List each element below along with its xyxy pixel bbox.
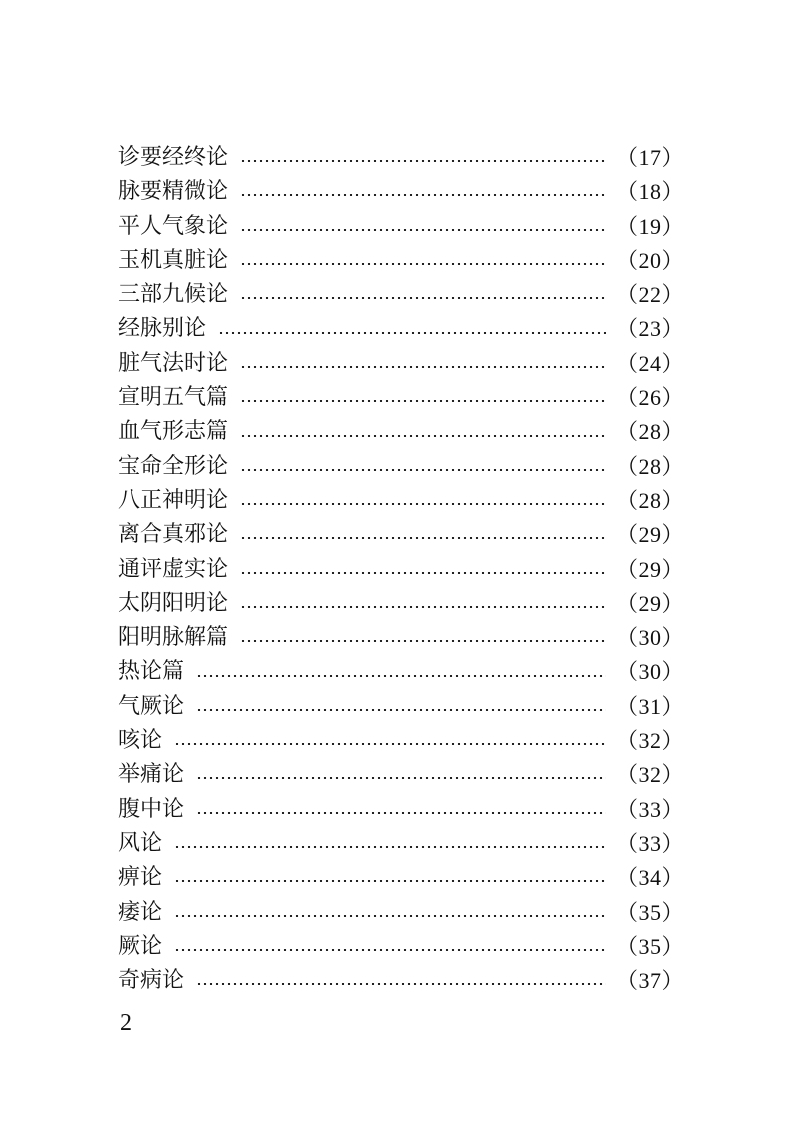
toc-entry-page: （28） (615, 487, 684, 513)
toc-entry-title: 经脉别论 (118, 316, 207, 342)
dot-leader (218, 332, 606, 334)
toc-entry (118, 964, 684, 998)
toc-entry-page: （26） (615, 385, 684, 411)
toc-entry-title: 腹中论 (118, 796, 185, 822)
toc-entry-page: （30） (615, 659, 684, 685)
dot-leader (174, 949, 606, 951)
dot-leader (240, 503, 606, 505)
toc-entry-title: 痹论 (118, 865, 163, 891)
toc-entry (118, 930, 684, 964)
toc-entry (118, 141, 684, 175)
toc-entry-page: （32） (615, 728, 684, 754)
toc-entry-title: 平人气象论 (118, 213, 229, 239)
toc-entry (118, 621, 684, 655)
toc-entry-title: 阳明脉解篇 (118, 625, 229, 651)
toc-entry-page: （37） (615, 968, 684, 994)
toc-entry-title: 风论 (118, 830, 163, 856)
toc-entry (118, 450, 684, 484)
toc-entry-title: 痿论 (118, 899, 163, 925)
toc-entry-title: 宝命全形论 (118, 453, 229, 479)
dot-leader (240, 263, 606, 265)
toc-entry-page: （30） (615, 625, 684, 651)
toc-entry (118, 793, 684, 827)
toc-entry-page: （24） (615, 350, 684, 376)
toc-entry (118, 278, 684, 312)
toc-entry-page: （29） (615, 590, 684, 616)
toc-entry (118, 210, 684, 244)
toc-entry (118, 758, 684, 792)
toc-entry-title: 通评虚实论 (118, 556, 229, 582)
toc-entry (118, 553, 684, 587)
dot-leader (240, 435, 606, 437)
toc-entry (118, 347, 684, 381)
toc-entry-page: （33） (615, 830, 684, 856)
toc-entry-page: （29） (615, 522, 684, 548)
toc-entry-page: （33） (615, 796, 684, 822)
toc-entry-title: 脏气法时论 (118, 350, 229, 376)
toc-entry-title: 玉机真脏论 (118, 247, 229, 273)
toc-entry-title: 咳论 (118, 728, 163, 754)
toc-entry-page: （19） (615, 213, 684, 239)
toc-entry-page: （29） (615, 556, 684, 582)
dot-leader (240, 400, 606, 402)
toc-entry-title: 厥论 (118, 933, 163, 959)
toc-entry (118, 861, 684, 895)
toc-entry-page: （28） (615, 453, 684, 479)
toc-entry (118, 312, 684, 346)
dot-leader (196, 709, 606, 711)
toc-entry-page: （20） (615, 247, 684, 273)
toc-entry-page: （22） (615, 282, 684, 308)
toc-entry-title: 热论篇 (118, 659, 185, 685)
toc-entry-page: （34） (615, 865, 684, 891)
toc-entry-page: （23） (615, 316, 684, 342)
dot-leader (174, 915, 606, 917)
toc-entry (118, 724, 684, 758)
toc-entry-title: 太阴阳明论 (118, 590, 229, 616)
toc-entry (118, 896, 684, 930)
dot-leader (240, 366, 606, 368)
toc-entry-title: 八正神明论 (118, 487, 229, 513)
dot-leader (240, 606, 606, 608)
toc-entry-page: （18） (615, 179, 684, 205)
toc-entry-title: 举痛论 (118, 762, 185, 788)
dot-leader (240, 160, 606, 162)
toc-entry-title: 奇病论 (118, 968, 185, 994)
dot-leader (240, 640, 606, 642)
toc-entry (118, 655, 684, 689)
toc-entry (118, 518, 684, 552)
dot-leader (196, 812, 606, 814)
dot-leader (240, 194, 606, 196)
toc-entry (118, 690, 684, 724)
toc-entry (118, 244, 684, 278)
toc-entry-page: （28） (615, 419, 684, 445)
dot-leader (196, 675, 606, 677)
toc-entry-page: （32） (615, 762, 684, 788)
dot-leader (240, 229, 606, 231)
dot-leader (174, 743, 606, 745)
dot-leader (174, 880, 606, 882)
dot-leader (240, 469, 606, 471)
toc-entry-title: 三部九候论 (118, 282, 229, 308)
toc-entry (118, 381, 684, 415)
toc-entry (118, 827, 684, 861)
toc-entry (118, 175, 684, 209)
dot-leader (196, 983, 606, 985)
dot-leader (174, 846, 606, 848)
toc-entry-page: （31） (615, 693, 684, 719)
table-of-contents (118, 141, 684, 998)
dot-leader (240, 297, 606, 299)
toc-entry (118, 484, 684, 518)
toc-entry-title: 宣明五气篇 (118, 385, 229, 411)
toc-entry-page: （35） (615, 899, 684, 925)
toc-entry-title: 诊要经终论 (118, 145, 229, 170)
toc-entry (118, 587, 684, 621)
toc-entry-title: 离合真邪论 (118, 522, 229, 548)
toc-entry-page: （35） (615, 933, 684, 959)
dot-leader (196, 777, 606, 779)
page-number: 2 (120, 1010, 132, 1036)
toc-entry (118, 415, 684, 449)
toc-entry-page: （17） (615, 145, 684, 170)
dot-leader (240, 572, 606, 574)
toc-entry-title: 血气形志篇 (118, 419, 229, 445)
toc-entry-title: 脉要精微论 (118, 179, 229, 205)
dot-leader (240, 537, 606, 539)
toc-entry-title: 气厥论 (118, 693, 185, 719)
